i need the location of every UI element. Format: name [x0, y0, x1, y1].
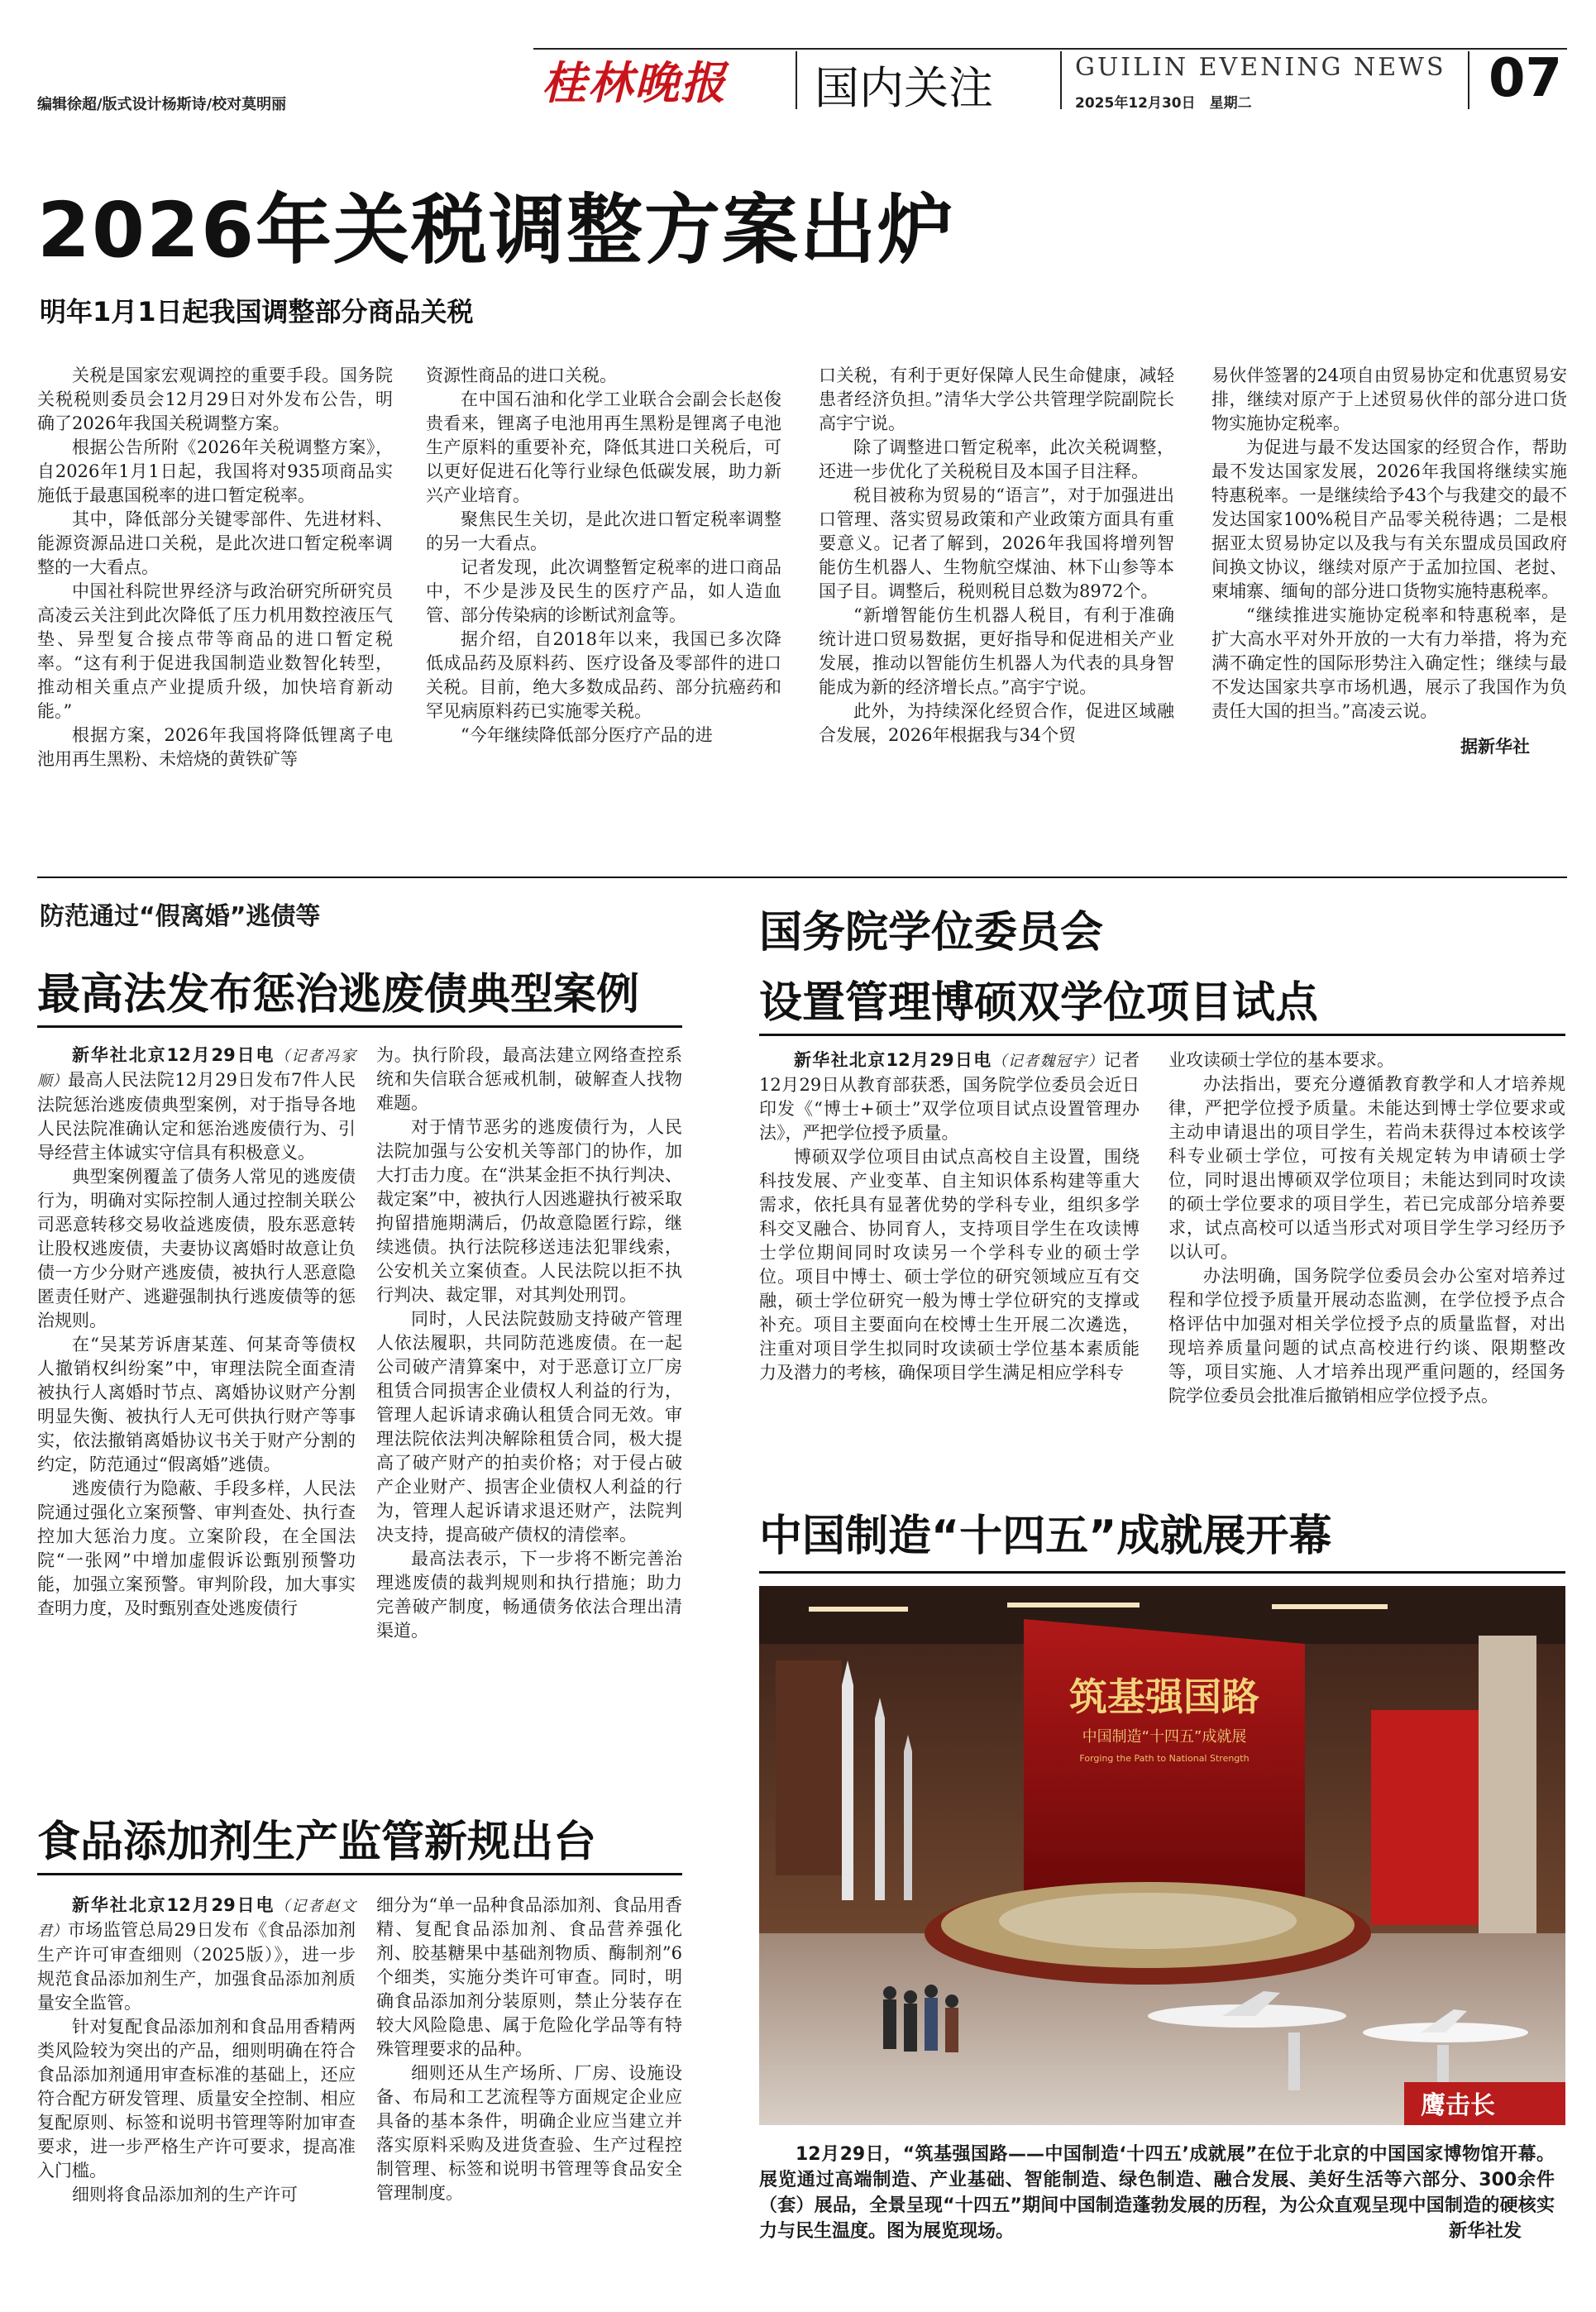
- paragraph: 税目被称为贸易的“语言”，对于加强进出口管理、落实贸易政策和产业政策方面具有重要意义。记者了解到，2026年我国将增列智能仿生机器人、生物航空煤油、林下山参等本国子目。调整后，税则税目总数为8972个。: [819, 485, 1174, 601]
- expo-headline: 中国制造“十四五”成就展开幕: [759, 1512, 1332, 1561]
- paragraph: 其中，降低部分关键零部件、先进材料、能源资源品进口关税，是此次进口暂定税率调整的一大看点。: [37, 509, 393, 577]
- dateline: 新华社北京12月29日电: [72, 1895, 275, 1915]
- exhibition-sign-english: Forging the Path to National Strength: [1079, 1753, 1250, 1764]
- expo-photo: [759, 1586, 1565, 2125]
- paragraph: 同时，人民法院鼓励支持破产管理人依法履职，共同防范逃废债。在一起公司破产清算案中，对于恶意订立厂房租赁合同损害企业债权人利益的行为，管理人起诉请求确认租赁合同无效。审理法院依法判决解除租赁合同，极大提高了破产财产的拍卖价格；对于侵占破产企业财产、损害企业债权人利益的行为，管理人起诉请求退还财产，法院判决支持，提高破产债权的清偿率。: [376, 1309, 682, 1545]
- header-divider: [1060, 51, 1062, 109]
- reporter: （记者赵文君）: [37, 1898, 356, 1940]
- paragraph: 最高法表示，下一步将不断完善治理逃废债的裁判规则和执行措施；助力完善破产制度，畅通债务依法合理出清渠道。: [376, 1549, 682, 1641]
- lead-text: 最高人民法院12月29日发布7件人民法院惩治逃废债典型案例，对于指导各地人民法院准确认定和惩治逃废债行为、引导经营主体诚实守信具有积极意义。: [37, 1070, 356, 1163]
- paragraph: 对于情节恶劣的逃废债行为，人民法院加强与公安机关等部门的协作，加大打击力度。在“洪某金拒不执行判决、裁定案”中，被执行人因逃避执行被采取拘留措施期满后，仍故意隐匿行踪，继续逃债。执行法院移送违法犯罪线索，公安机关立案侦查。人民法院以拒不执行判决、裁定罪，对其判处刑罚。: [376, 1117, 682, 1305]
- dateline: 新华社北京12月29日电: [794, 1050, 992, 1070]
- paragraph: 针对复配食品添加剂和食品用香精两类风险较为突出的产品，细则明确在符合食品添加剂通用审查标准的基础上，还应符合配方研发管理、质量安全控制、相应复配原则、标签和说明书管理等附加审查要求，进一步严格生产许可要求，提高准入门槛。: [37, 2017, 356, 2181]
- paragraph: 逃废债行为隐蔽、手段多样，人民法院通过强化立案预警、审判查处、执行查控加大惩治力度。立案阶段，在全国法院“一张网”中增加虚假诉讼甄别预警功能，加强立案预警。审判阶段，加大事实查明力度，及时甄别查处逃废债行: [37, 1478, 356, 1618]
- exhibition-sign-subtitle: 中国制造“十四五”成就展: [1082, 1728, 1247, 1746]
- lead-text: 记者12月29日从教育部获悉，国务院学位委员会近日印发《“博士+硕士”双学位项目试点设置管理办法》，严把学位授予质量。: [759, 1050, 1140, 1143]
- issue-date: 2025年12月30日 星期二: [1075, 95, 1252, 112]
- paragraph: 除了调整进口暂定税率，此次关税调整，还进一步优化了关税税目及本国子目注释。: [819, 437, 1174, 481]
- court-column-2: [376, 1044, 682, 1643]
- reporter: （记者魏冠宇）: [992, 1053, 1104, 1070]
- paragraph: [759, 1049, 1140, 1145]
- lead-column-4: [1211, 364, 1567, 759]
- reporter: （记者冯家顺）: [37, 1048, 356, 1090]
- english-masthead: GUILIN EVENING NEWS: [1075, 53, 1446, 82]
- degree-column-1: [759, 1049, 1140, 1385]
- court-column-1: [37, 1044, 356, 1621]
- paragraph: 博硕双学位项目由试点高校自主设置，围绕科技发展、产业变革、自主知识体系构建等重大需求，依托具有显著优势的学科专业，组织多学科交叉融合、协同育人，支持项目学生在攻读博士学位期间同时攻读另一个学科专业的硕士学位。项目中博士、硕士学位的研究领域应互有交融，硕士学位研究一般为博士学位研究的支撑或补充。项目主要面向在校博士生开展二次遴选，注重对项目学生拟同时攻读硕士学位基本素质能力及潜力的考核，确保项目学生满足相应学科专: [759, 1147, 1140, 1383]
- paragraph: 此外，为持续深化经贸合作，促进区域融合发展，2026年根据我与34个贸: [819, 701, 1174, 745]
- exhibition-sign-title: 筑基强国路: [1069, 1674, 1259, 1719]
- exhibition-banner-text: 鹰击长: [1421, 2091, 1495, 2120]
- paragraph: 细则将食品添加剂的生产许可: [72, 2185, 298, 2205]
- paragraph: 在“吴某芳诉唐某莲、何某奇等债权人撤销权纠纷案”中，审理法院全面查清被执行人离婚时节点、离婚协议财产分割明显失衡、被执行人无可供执行财产等事实，依法撤销离婚协议书关于财产分割的约定，防范通过“假离婚”逃债。: [37, 1335, 356, 1474]
- paragraph: [37, 1894, 356, 2015]
- paragraph: “继续推进实施协定税率和特惠税率，是扩大高水平对外开放的一大有力举措，将为充满不确定性的国际形势注入确定性；继续与最不发达国家共享市场机遇，展示了我国作为负责任大国的担当。”高凌云说。: [1211, 605, 1567, 721]
- paragraph: 根据方案，2026年我国将降低锂离子电池用再生黑粉、未焙烧的黄铁矿等: [37, 725, 393, 769]
- headline-rule: [37, 1025, 682, 1028]
- paragraph: 根据公告所附《2026年关税调整方案》，自2026年1月1日起，我国将对935项商品实施低于最惠国税率的进口暂定税率。: [37, 437, 393, 505]
- paragraph: 办法指出，要充分遵循教育教学和人才培养规律，严把学位授予质量。未能达到博士学位要求或主动申请退出的项目学生，若尚未获得过本校该学科专业硕士学位，可按有关规定转为申请硕士学位，同时退出博硕双学位项目；未能达到同时攻读的硕士学位要求的项目学生，若已完成部分培养要求，试点高校可以适当形式对项目学生学习经历予以认可。: [1168, 1074, 1565, 1262]
- newspaper-logo: 桂林晚报: [542, 56, 727, 109]
- paragraph: 口关税，有利于更好保障人民生命健康，减轻患者经济负担。”清华大学公共管理学院副院长高宇宁说。: [819, 365, 1174, 433]
- paragraph: 据介绍，自2018年以来，我国已多次降低成品药及原料药、医疗设备及零部件的进口关税。目前，绝大多数成品药、部分抗癌药和罕见病原料药已实施零关税。: [426, 629, 781, 721]
- food-column-1: [37, 1894, 356, 2207]
- paragraph: 办法明确，国务院学位委员会办公室对培养过程和学位授予质量开展动态监测，在学位授予点合格评估中加强对相关学位授予点的质量监督，对出现培养质量问题的试点高校进行约谈、限期整改等，项目实施、人才培养出现严重问题的，经国务院学位委员会批准后撤销相应学位授予点。: [1168, 1266, 1565, 1406]
- food-headline: 食品添加剂生产监管新规出台: [37, 1818, 597, 1867]
- court-headline: 最高法发布惩治逃废债典型案例: [37, 970, 640, 1020]
- paragraph: “新增智能仿生机器人税目，有利于准确统计进口贸易数据，更好指导和促进相关产业发展，推动以智能仿生机器人为代表的具身智能成为新的经济增长点。”高宇宁说。: [819, 605, 1174, 697]
- paragraph: “今年继续降低部分医疗产品的进: [461, 725, 713, 745]
- degree-column-2: [1168, 1049, 1565, 1408]
- caption-text: 12月29日，“筑基强国路——中国制造‘十四五’成就展”在位于北京的中国国家博物馆开幕。展览通过高端制造、产业基础、智能制造、绿色制造、融合发展、美好生活等六部分、300余件（套）展品，全景呈现“十四五”期间中国制造蓬勃发展的历程，为公众直观呈现中国制造的硬核实力与民生温度。图为展览现场。: [759, 2144, 1555, 2242]
- paragraph: 中国社科院世界经济与政治研究所研究员高凌云关注到此次降低了压力机用数控液压气垫、异型复合接点带等商品的进口暂定税率。“这有利于促进我国制造业数智化转型，推动相关重点产业提质升级，加快培育新动能。”: [37, 581, 393, 721]
- dateline: 新华社北京12月29日电: [72, 1045, 275, 1065]
- paragraph: 细分为“单一品种食品添加剂、食品用香精、复配食品添加剂、食品营养强化剂、胶基糖果中基础剂物质、酶制剂”6个细类，实施分类许可审查。同时，明确食品添加剂分装原则，禁止分装存在较大风险隐患、属于危险化学品等有特殊管理要求的品种。: [376, 1895, 682, 2059]
- paragraph: 为。执行阶段，最高法建立网络查控系统和失信联合惩戒机制，破解查人找物难题。: [376, 1045, 682, 1113]
- food-column-2: [376, 1894, 682, 2205]
- lead-column-2: [426, 364, 781, 748]
- headline-rule: [37, 1873, 682, 1875]
- section-title: 国内关注: [815, 62, 993, 114]
- paragraph: 资源性商品的进口关税。: [426, 365, 617, 385]
- paragraph: 业攻读硕士学位的基本要求。: [1168, 1050, 1394, 1070]
- lead-text: 市场监管总局29日发布《食品添加剂生产许可审查细则（2025版）》，进一步规范食品添加剂生产，加强食品添加剂质量安全监管。: [37, 1920, 356, 2013]
- paragraph: 聚焦民生关切，是此次进口暂定税率调整的另一大看点。: [426, 509, 781, 553]
- header-divider: [1468, 51, 1469, 109]
- lead-column-3: [819, 364, 1174, 748]
- paragraph: 关税是国家宏观调控的重要手段。国务院关税税则委员会12月29日对外发布公告，明确了2026年我国关税调整方案。: [37, 365, 393, 433]
- degree-headline-line1: 国务院学位委员会: [759, 908, 1104, 958]
- article-source: 据新华社: [1460, 737, 1530, 757]
- court-kicker: 防范通过“假离婚”逃债等: [40, 902, 321, 931]
- lead-subheadline: 明年1月1日起我国调整部分商品关税: [40, 296, 474, 327]
- expo-photo-illustration: [759, 1586, 1565, 2125]
- section-divider: [37, 877, 1567, 878]
- headline-rule: [759, 1034, 1565, 1036]
- lead-column-1: [37, 364, 393, 771]
- paragraph: [37, 1044, 356, 1165]
- page-number: 07: [1488, 48, 1563, 109]
- page-credits: 编辑徐超/版式设计杨斯诗/校对莫明丽: [37, 96, 287, 113]
- degree-headline-line2: 设置管理博硕双学位项目试点: [759, 978, 1319, 1028]
- paragraph: 典型案例覆盖了债务人常见的逃废债行为，明确对实际控制人通过控制关联公司恶意转移交易收益逃废债，股东恶意转让股权逃废债，夫妻协议离婚时故意让负债一方少分财产逃废债，被执行人恶意隐匿责任财产、逃避强制执行逃废债等的惩治规则。: [37, 1167, 356, 1330]
- photo-caption: [759, 2142, 1555, 2244]
- paragraph: 在中国石油和化学工业联合会副会长赵俊贵看来，锂离子电池用再生黑粉是锂离子电池生产原料的重要补充，降低其进口关税后，可以更好促进石化等行业绿色低碳发展，助力新兴产业培育。: [426, 389, 781, 505]
- headline-rule: [759, 1571, 1565, 1574]
- paragraph: 记者发现，此次调整暂定税率的进口商品中，不少是涉及民生的医疗产品，如人造血管、部分传染病的诊断试剂盒等。: [426, 557, 781, 625]
- lead-headline: 2026年关税调整方案出炉: [37, 186, 956, 275]
- paragraph: 易伙伴签署的24项自由贸易协定和优惠贸易安排，继续对原产于上述贸易伙伴的部分进口货物实施协定税率。: [1211, 365, 1567, 433]
- paragraph: 细则还从生产场所、厂房、设施设备、布局和工艺流程等方面规定企业应具备的基本条件，明确企业应当建立并落实原料采购及进货查验、生产过程控制管理、标签和说明书管理等食品安全管理制度。: [376, 2063, 682, 2203]
- paragraph: 为促进与最不发达国家的经贸合作，帮助最不发达国家发展，2026年我国将继续实施特惠税率。一是继续给予43个与我建交的最不发达国家100%税目产品零关税待遇；二是根据亚太贸易协定以及我与有关东盟成员国政府间换文协议，继续对原产于孟加拉国、老挝、柬埔寨、缅甸的部分进口货物实施特惠税率。: [1211, 437, 1567, 601]
- header-divider: [796, 51, 797, 109]
- caption-source: 新华社发: [1448, 2221, 1522, 2242]
